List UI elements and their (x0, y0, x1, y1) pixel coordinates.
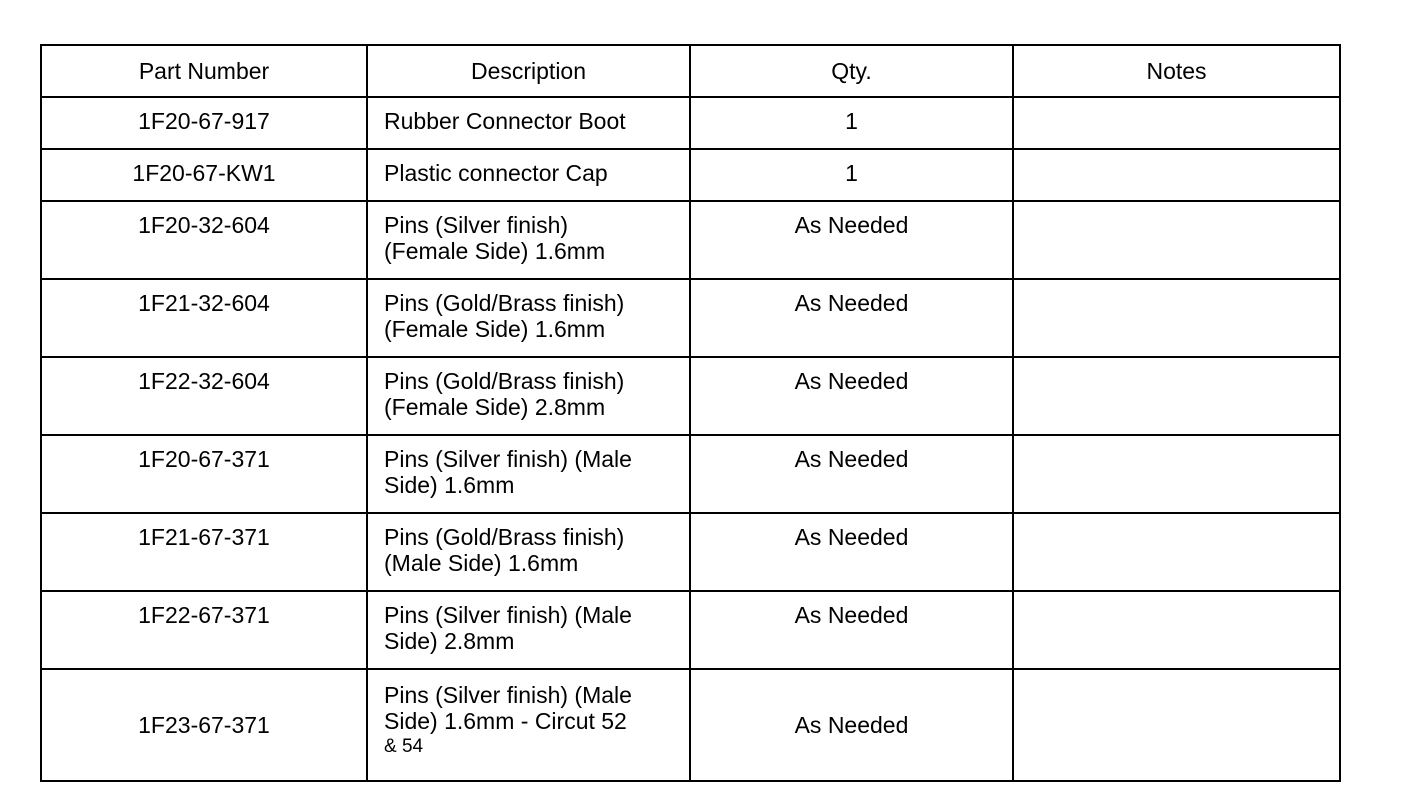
notes-cell (1013, 513, 1340, 591)
header-description: Description (367, 45, 690, 97)
notes-cell (1013, 97, 1340, 149)
description-cell (367, 669, 690, 781)
table-row (41, 591, 1340, 669)
header-qty: Qty. (690, 45, 1013, 97)
description-line: Plastic connector Cap (384, 160, 608, 186)
table-row (41, 669, 1340, 781)
part-number-cell: 1F22-32-604 (41, 357, 367, 435)
table-header-row (41, 45, 1340, 97)
notes-cell (1013, 669, 1340, 781)
description-line: (Female Side) 1.6mm (384, 316, 606, 342)
part-number-cell: 1F20-67-KW1 (41, 149, 367, 201)
qty-cell: As Needed (690, 669, 1013, 781)
description-line: Side) 1.6mm (384, 472, 515, 498)
notes-cell (1013, 357, 1340, 435)
description-line: (Male Side) 1.6mm (384, 550, 579, 576)
part-number-cell: 1F20-32-604 (41, 201, 367, 279)
description-line: Pins (Silver finish) (Male (384, 602, 632, 628)
description-cell (367, 201, 690, 279)
description-line: & 54 (384, 736, 424, 757)
description-line: Pins (Silver finish) (Male (384, 682, 632, 708)
description-cell (367, 149, 690, 201)
qty-cell: 1 (690, 149, 1013, 201)
qty-cell: As Needed (690, 201, 1013, 279)
description-cell (367, 591, 690, 669)
notes-cell (1013, 201, 1340, 279)
description-cell (367, 279, 690, 357)
description-cell (367, 435, 690, 513)
table-row (41, 279, 1340, 357)
qty-cell: As Needed (690, 357, 1013, 435)
description-line: Pins (Gold/Brass finish) (384, 524, 625, 550)
notes-cell (1013, 591, 1340, 669)
qty-cell: As Needed (690, 435, 1013, 513)
description-line: Pins (Silver finish) (384, 212, 569, 238)
table-row (41, 435, 1340, 513)
part-number-cell: 1F21-32-604 (41, 279, 367, 357)
description-line: Pins (Silver finish) (Male (384, 446, 632, 472)
part-number-cell: 1F22-67-371 (41, 591, 367, 669)
parts-table (40, 44, 1341, 782)
description-line: Rubber Connector Boot (384, 108, 626, 134)
notes-cell (1013, 279, 1340, 357)
table-row (41, 513, 1340, 591)
table-row (41, 201, 1340, 279)
description-line: (Female Side) 1.6mm (384, 238, 606, 264)
table-row (41, 97, 1340, 149)
qty-cell: As Needed (690, 591, 1013, 669)
table-row (41, 357, 1340, 435)
qty-cell: 1 (690, 97, 1013, 149)
qty-cell: As Needed (690, 513, 1013, 591)
notes-cell (1013, 435, 1340, 513)
header-notes: Notes (1013, 45, 1340, 97)
part-number-cell: 1F23-67-371 (41, 669, 367, 781)
part-number-cell: 1F20-67-917 (41, 97, 367, 149)
description-line: Side) 2.8mm (384, 628, 515, 654)
description-line: Side) 1.6mm - Circut 52 (384, 708, 627, 734)
part-number-cell: 1F21-67-371 (41, 513, 367, 591)
notes-cell (1013, 149, 1340, 201)
description-cell (367, 97, 690, 149)
description-line: Pins (Gold/Brass finish) (384, 368, 625, 394)
part-number-cell: 1F20-67-371 (41, 435, 367, 513)
qty-cell: As Needed (690, 279, 1013, 357)
description-cell (367, 513, 690, 591)
description-line: (Female Side) 2.8mm (384, 394, 606, 420)
description-cell (367, 357, 690, 435)
header-part-number: Part Number (41, 45, 367, 97)
description-line: Pins (Gold/Brass finish) (384, 290, 625, 316)
table-row (41, 149, 1340, 201)
